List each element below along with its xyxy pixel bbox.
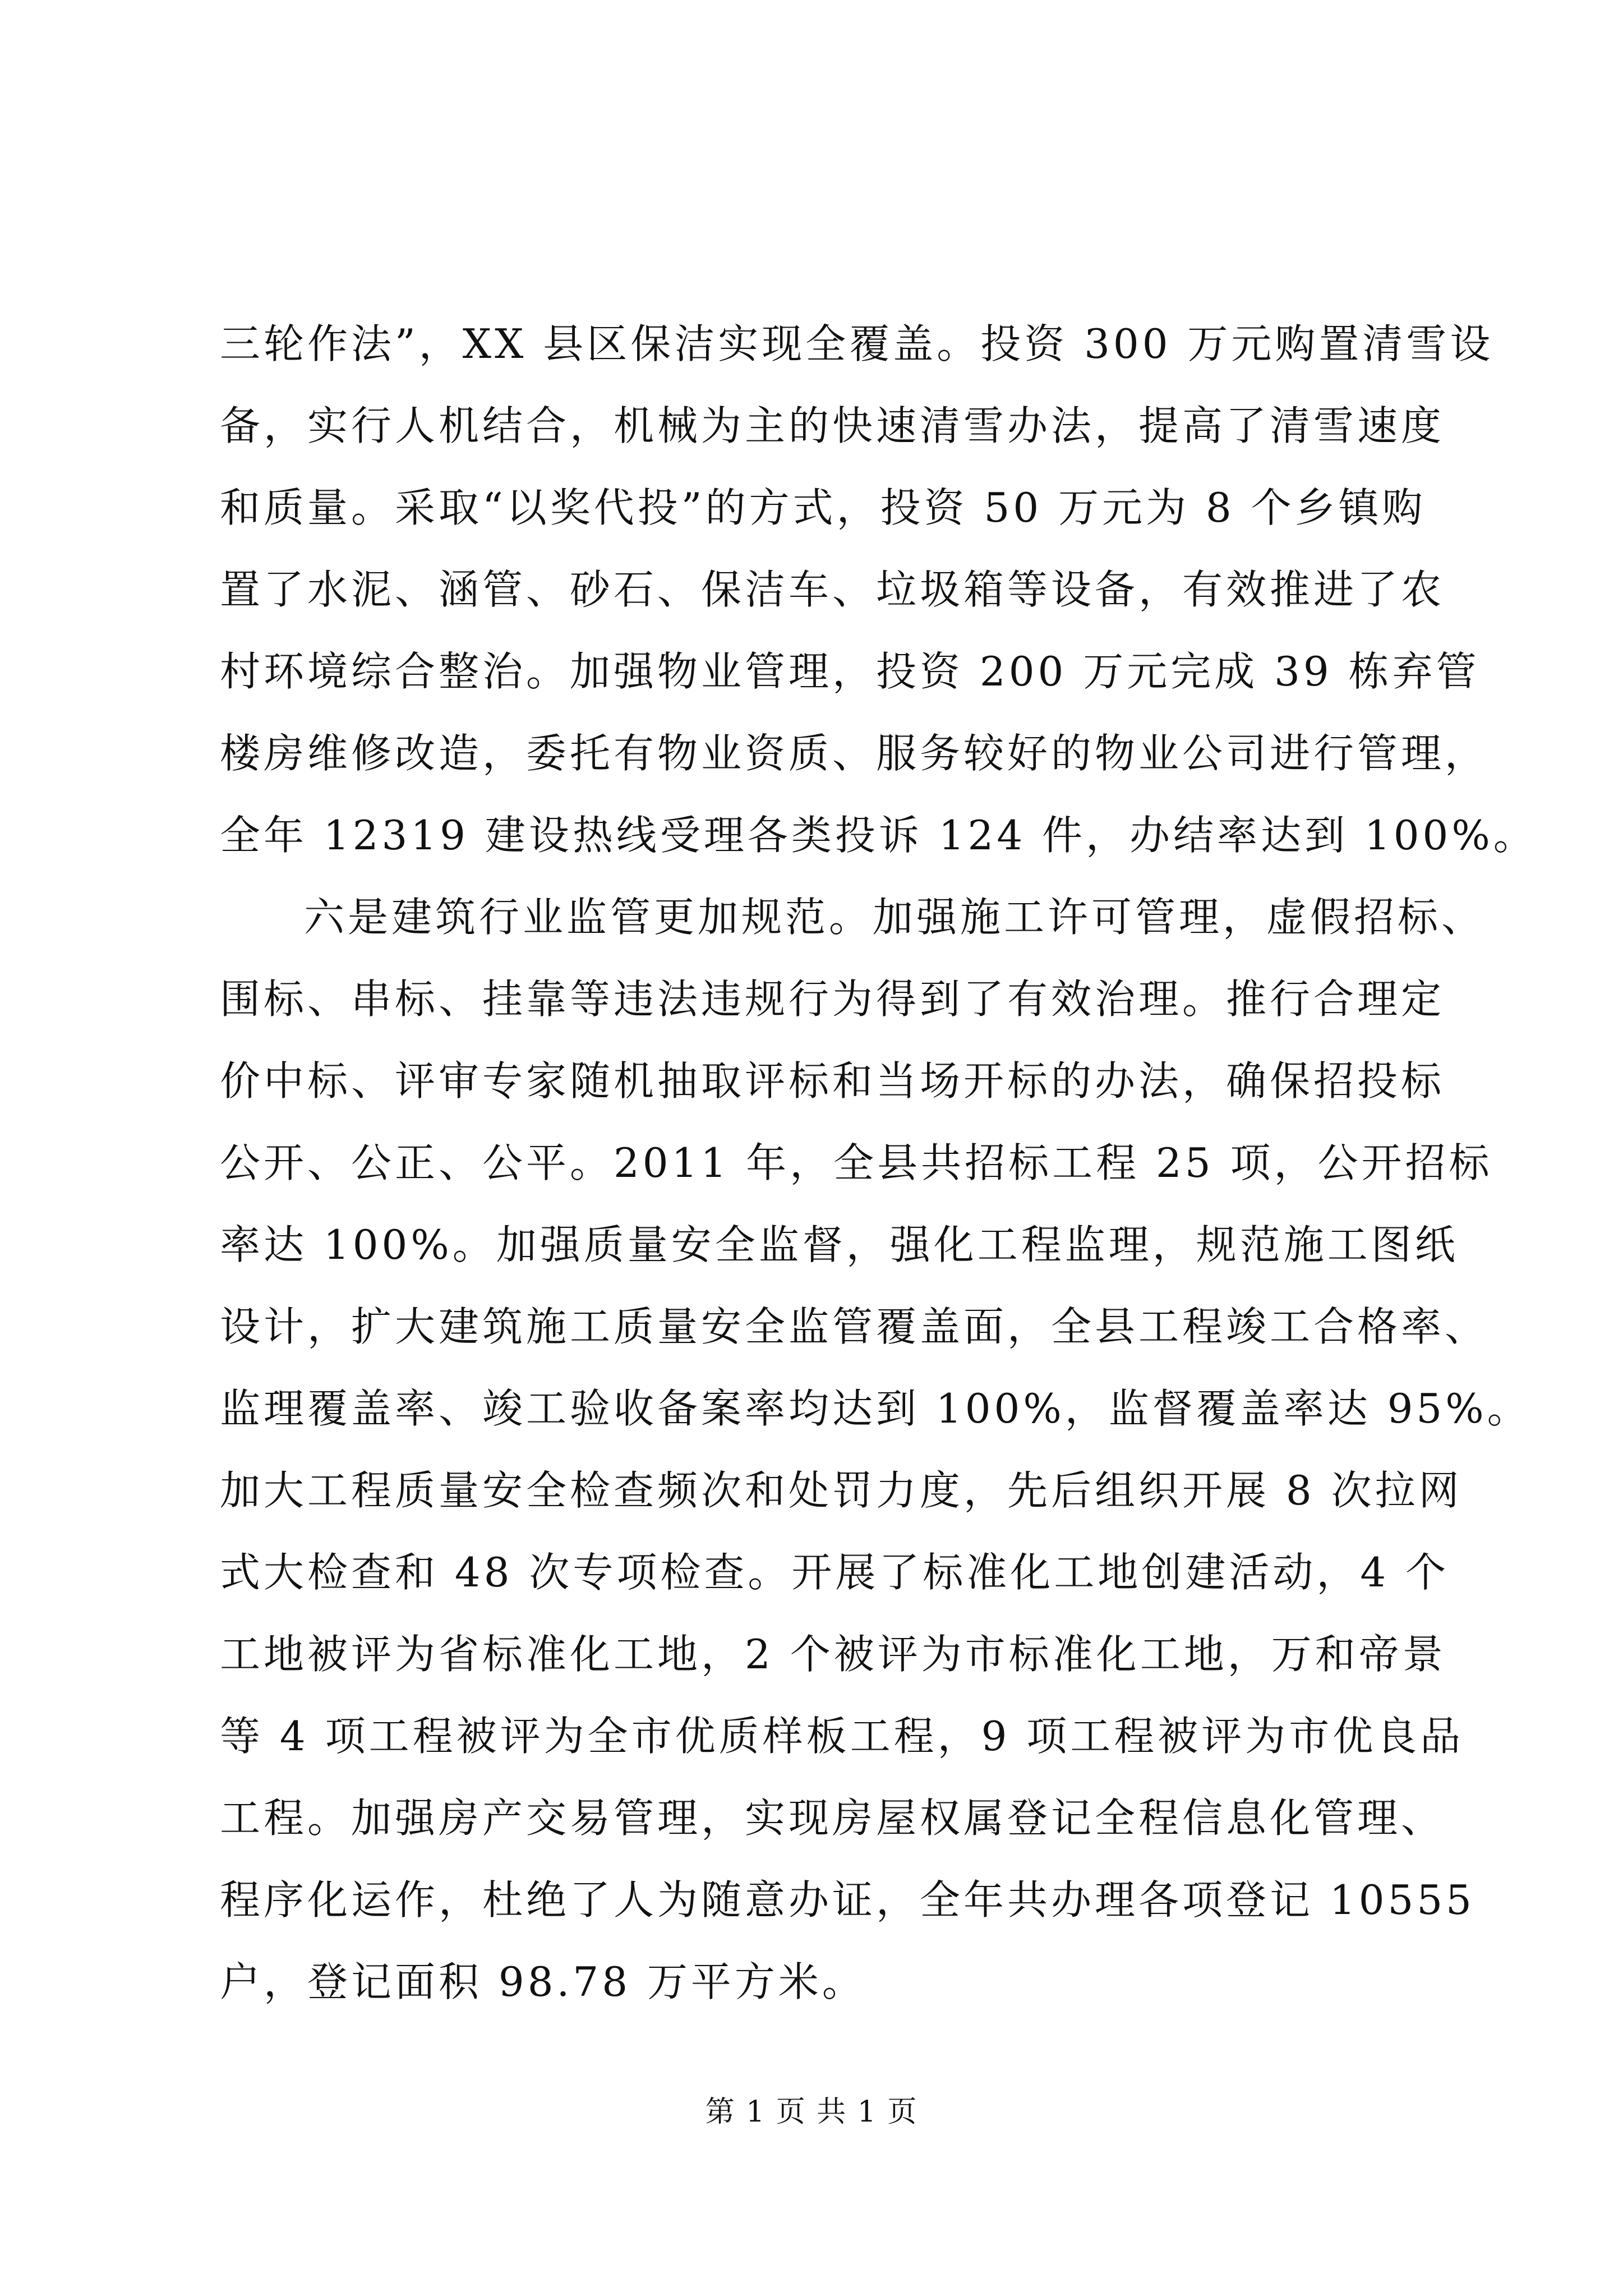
- text-line: 公开、公正、公平。2011 年，全县共招标工程 25 项，公开招标: [220, 1139, 1493, 1186]
- text-line: 式大检查和 48 次专项检查。开展了标准化工地创建活动，4 个: [220, 1549, 1450, 1596]
- text-line: 等 4 项工程被评为全市优质样板工程，9 项工程被评为市优良品: [220, 1713, 1464, 1760]
- document-body: [220, 303, 1537, 2023]
- text-line: 设计，扩大建筑施工质量安全监管覆盖面，全县工程竣工合格率、: [220, 1303, 1489, 1350]
- text-line: 三轮作法”，XX 县区保洁实现全覆盖。投资 300 万元购置清雪设: [220, 320, 1494, 367]
- text-line: 加大工程质量安全检查频次和处罚力度，先后组织开展 8 次拉网: [220, 1467, 1463, 1514]
- text-line: 价中标、评审专家随机抽取评标和当场开标的办法，确保招投标: [220, 1057, 1445, 1105]
- page-number-footer: 第 1 页 共 1 页: [705, 2095, 918, 2129]
- text-line: 和质量。采取“以奖代投”的方式，投资 50 万元为 8 个乡镇购: [220, 484, 1426, 531]
- text-line: 监理覆盖率、竣工验收备案率均达到 100%，监督覆盖率达 95%。: [220, 1385, 1531, 1432]
- text-line: 工地被评为省标准化工地，2 个被评为市标准化工地，万和帝景: [220, 1631, 1446, 1678]
- text-line: 程序化运作，杜绝了人为随意办证，全年共办理各项登记 10555: [220, 1876, 1475, 1924]
- text-line: 楼房维修改造，委托有物业资质、服务较好的物业公司进行管理，: [220, 730, 1489, 777]
- text-line: 村环境综合整治。加强物业管理，投资 200 万元完成 39 栋弃管: [220, 648, 1480, 695]
- paragraph-start-line: 六是建筑行业监管更加规范。加强施工许可管理，虚假招标、: [304, 894, 1486, 941]
- text-line: 户，登记面积 98.78 万平方米。: [220, 1958, 866, 2005]
- text-line: 工程。加强房产交易管理，实现房屋权属登记全程信息化管理、: [220, 1795, 1445, 1842]
- text-line: 置了水泥、涵管、砂石、保洁车、垃圾箱等设备，有效推进了农: [220, 566, 1445, 613]
- text-line: 率达 100%。加强质量安全监督，强化工程监理，规范施工图纸: [220, 1221, 1459, 1268]
- text-line: 备，实行人机结合，机械为主的快速清雪办法，提高了清雪速度: [220, 402, 1445, 449]
- text-line: 全年 12319 建设热线受理各类投诉 124 件，办结率达到 100%。: [220, 812, 1537, 859]
- text-line: 围标、串标、挂靠等违法违规行为得到了有效治理。推行合理定: [220, 976, 1445, 1023]
